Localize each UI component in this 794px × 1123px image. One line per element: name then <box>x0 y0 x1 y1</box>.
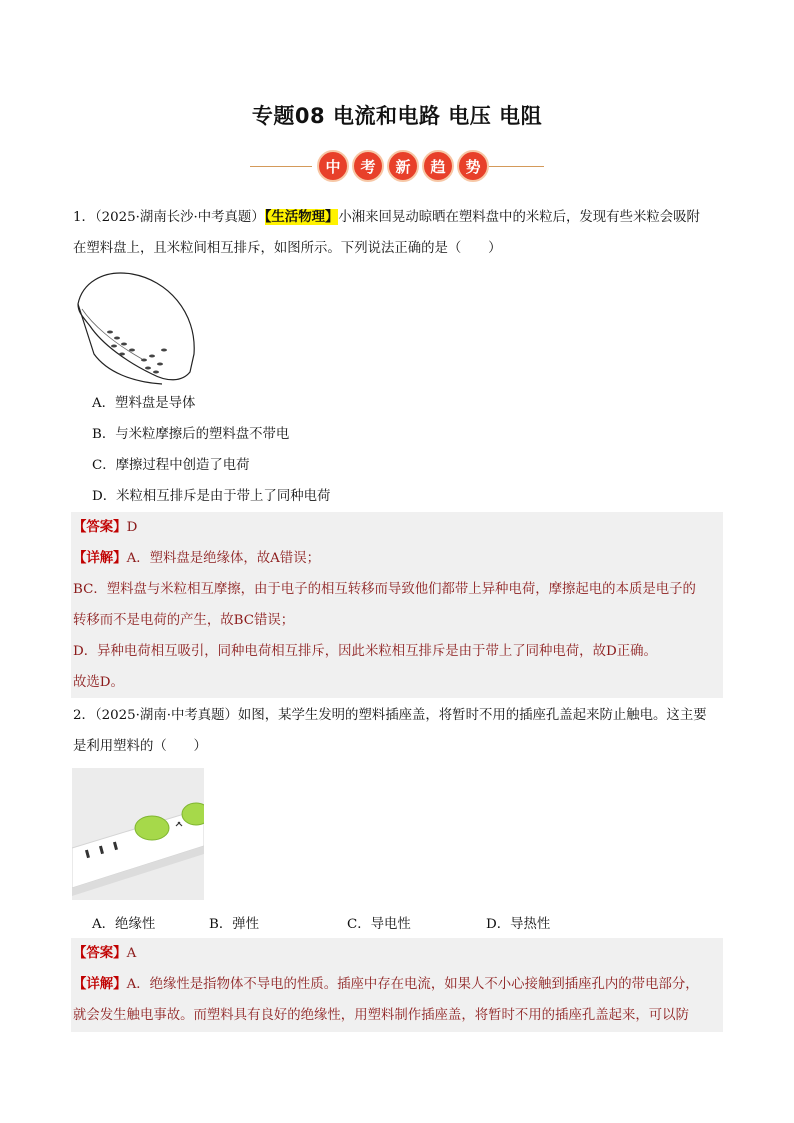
banner-char: 中 <box>317 150 349 182</box>
answer-value: D <box>126 520 138 535</box>
banner-circles <box>317 150 489 182</box>
q2-option-a[interactable]: A．绝缘性 <box>92 917 156 932</box>
q1-detail-1 <box>71 543 723 574</box>
socket-photo <box>72 768 204 900</box>
banner-char: 势 <box>457 150 489 182</box>
banner-line-left <box>250 166 312 167</box>
detail-text: A．绝缘性是指物体不导电的性质。插座中存在电流，如果人不小心接触到插座孔内的带电部分， <box>126 977 699 992</box>
q1-answer <box>71 512 723 543</box>
q1-line1 <box>73 202 728 233</box>
q2-line1: 2．（2025·湖南·中考真题）如图，某学生发明的塑料插座盖，将暂时不用的插座孔盖起来防止触电。这主要 <box>73 708 707 723</box>
q1-stem <box>73 202 728 264</box>
q1-detail-4: D．异种电荷相互吸引，同种电荷相互排斥，因此米粒相互排斥是由于带上了同种电荷，故D正确。 <box>73 644 657 659</box>
detail-text: A．塑料盘是绝缘体，故A错误； <box>126 551 320 566</box>
q1-text: 小湘来回晃动晾晒在塑料盘中的米粒后，发现有些米粒会吸附 <box>338 210 700 225</box>
q2-stem <box>73 700 728 762</box>
q1-prefix: 1．（2025·湖南长沙·中考真题） <box>73 210 265 225</box>
answer-value: A <box>126 946 137 961</box>
q2-answer <box>71 938 723 969</box>
section-banner <box>250 150 544 184</box>
banner-char: 新 <box>387 150 419 182</box>
q2-line2: 是利用塑料的（ ） <box>73 739 207 754</box>
detail-label: 【详解】 <box>73 550 127 566</box>
banner-line-right <box>482 166 544 167</box>
socket-illustration <box>72 768 204 900</box>
q1-option-b[interactable]: B．与米粒摩擦后的塑料盘不带电 <box>92 427 290 442</box>
banner-char: 考 <box>352 150 384 182</box>
answer-label: 【答案】 <box>73 945 127 961</box>
q2-detail-2: 就会发生触电事故。而塑料具有良好的绝缘性，用塑料制作插座盖，将暂时不用的插座孔盖起来，可以防 <box>73 1008 689 1023</box>
q2-option-c[interactable]: C．导电性 <box>347 917 411 932</box>
q2-answer-box <box>71 938 723 1032</box>
q1-detail-5: 故选D。 <box>73 675 124 690</box>
q1-detail-3: 转移而不是电荷的产生，故BC错误； <box>73 613 295 628</box>
q1-answer-box <box>71 512 723 698</box>
q2-detail-1 <box>71 969 723 1000</box>
q2-option-d[interactable]: D．导热性 <box>486 917 551 932</box>
page-title: 专题08 电流和电路 电压 电阻 <box>251 104 543 128</box>
q2-option-b[interactable]: B．弹性 <box>209 917 260 932</box>
q1-detail-2: BC．塑料盘与米粒相互摩擦，由于电子的相互转移而导致他们都带上异种电荷，摩擦起电的本质是电子的 <box>73 582 696 597</box>
q1-option-a[interactable]: A．塑料盘是导体 <box>92 396 196 411</box>
answer-label: 【答案】 <box>73 519 127 535</box>
rice-plate-figure <box>72 264 200 386</box>
q1-option-d[interactable]: D．米粒相互排斥是由于带上了同种电荷 <box>92 489 331 504</box>
detail-label: 【详解】 <box>73 976 127 992</box>
q1-tag: 【生活物理】 <box>264 209 339 225</box>
banner-char: 趋 <box>422 150 454 182</box>
q1-option-c[interactable]: C．摩擦过程中创造了电荷 <box>92 458 250 473</box>
q1-line2: 在塑料盘上，且米粒间相互排斥，如图所示。下列说法正确的是（ ） <box>73 241 502 256</box>
